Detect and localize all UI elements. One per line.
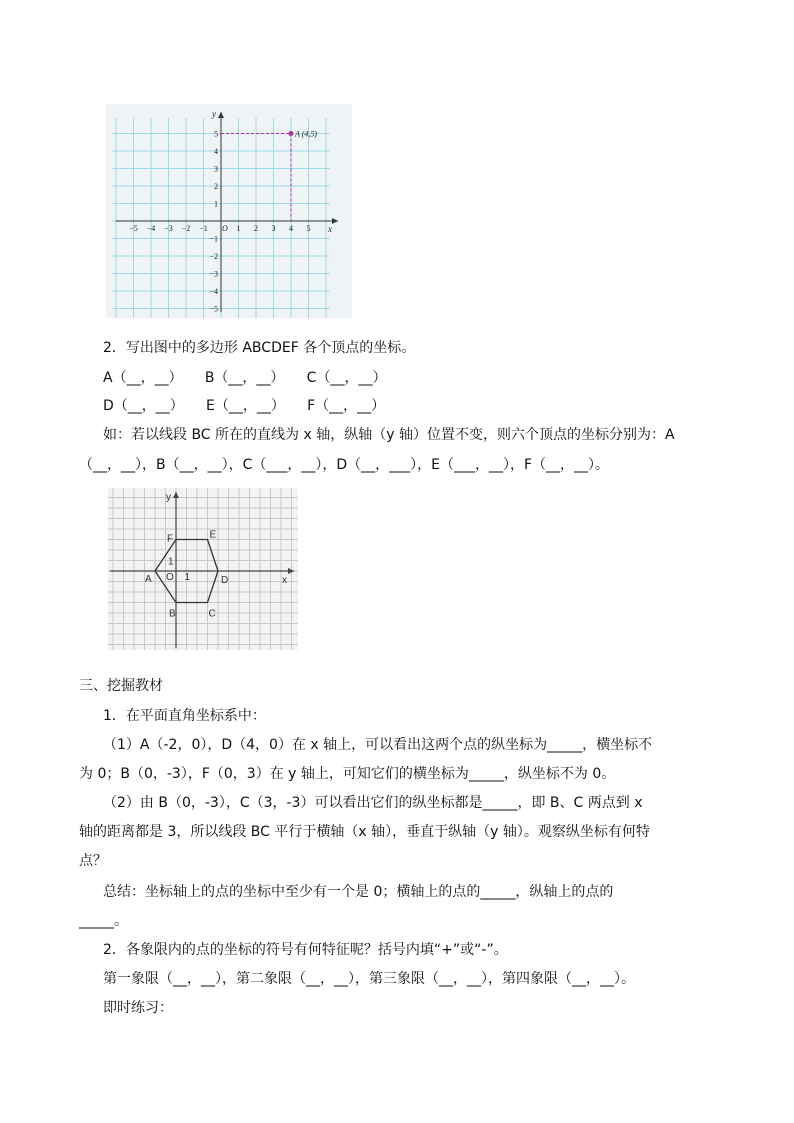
figure-1-x-tick-label: 4	[289, 224, 293, 233]
figure-1-y-tick-label: −1	[209, 234, 218, 244]
figure-1-origin-label: O	[222, 224, 228, 233]
question-2-row-2: D（__，__） E（__，__） F（__，__）	[103, 398, 386, 414]
vertex-label-c: C	[208, 608, 216, 620]
figure-1-x-tick-label: 1	[236, 224, 241, 233]
vertex-label-e: E	[209, 529, 217, 541]
section-3-part-2-line-1: （2）由 B（0，-3），C（3，-3）可以看出它们的纵坐标都是_____，即 B、C 两点到 x	[103, 795, 643, 811]
figure-2-origin-label: O	[166, 572, 174, 583]
vertex-label-f: F	[167, 533, 174, 545]
figure-2-x-axis-label: x	[282, 575, 287, 586]
figure-1-y-tick-label: 5	[214, 129, 218, 139]
section-3-part-2-line-3: 点？	[79, 853, 107, 869]
figure-1-y-tick-label: 2	[214, 182, 218, 191]
section-3-summary-line-1: 总结：坐标轴上的点的坐标中至少有一个是 0；横轴上的点的_____，纵轴上的点的	[103, 884, 614, 900]
section-3-heading: 三、挖掘教材	[79, 678, 163, 694]
figure-1-x-tick-label: 2	[254, 224, 258, 233]
figure-1-x-tick-label: −1	[199, 224, 208, 233]
figure-1-y-tick-label: −3	[209, 269, 218, 279]
figure-1-x-axis-label: x	[328, 224, 332, 234]
figure-1-y-tick-label: −2	[209, 252, 218, 261]
section-3-part-1-line-1: （1）A（-2，0），D（4，0）在 x 轴上，可以看出这两个点的纵坐标为_____，横坐标不	[103, 737, 653, 753]
point-a-marker	[289, 131, 294, 136]
figure-2-y-axis-label: y	[166, 492, 171, 503]
figure-2-background	[108, 488, 298, 650]
section-3-question-1-title: 1．在平面直角坐标系中：	[103, 708, 266, 724]
section-3-practice-label: 即时练习：	[103, 1000, 173, 1016]
vertex-label-a: A	[145, 574, 152, 585]
question-2-title: 2．写出图中的多边形 ABCDEF 各个顶点的坐标。	[103, 340, 416, 356]
figure-1-y-tick-label: −5	[209, 304, 218, 314]
section-3-quadrant-signs: 第一象限（__，__），第二象限（__，__），第三象限（__，__），第四象限（__，__）。	[103, 971, 635, 987]
vertex-label-b: B	[169, 608, 176, 620]
question-2-row-1: A（__，__） B（__，__） C（__，__）	[103, 370, 387, 386]
figure-2-unit-y-label: 1	[168, 556, 174, 568]
section-3-question-2-title: 2．各象限内的点的坐标的符号有何特征呢？括号内填“+”或“-”。	[103, 942, 508, 958]
figure-1-x-tick-label: −2	[181, 224, 191, 233]
figure-1-x-tick-label: −5	[129, 224, 138, 233]
vertex-label-d: D	[221, 575, 229, 586]
coordinate-grid-figure-1	[106, 104, 352, 318]
figure-1-y-tick-label: 3	[214, 164, 218, 174]
figure-1-x-tick-label: −4	[146, 224, 156, 233]
section-3-part-1-line-2: 为 0；B（0，-3），F（0，3）在 y 轴上，可知它们的横坐标为_____，纵坐标不为 0。	[79, 766, 616, 782]
figure-1-x-tick-label: −3	[164, 224, 173, 233]
figure-2-unit-x-label: 1	[184, 572, 191, 583]
figure-1-y-tick-label: −4	[209, 287, 218, 296]
section-3-part-2-line-2: 轴的距离都是 3，所以线段 BC 平行于横轴（x 轴），垂直于纵轴（y 轴）。观察纵坐标有何特	[79, 824, 650, 840]
figure-1-y-tick-label: 4	[214, 147, 218, 156]
section-3-summary-line-2: _____。	[79, 913, 128, 929]
figure-1-x-tick-label: 3	[271, 224, 276, 233]
figure-1-y-tick-label: 1	[214, 199, 218, 209]
question-2-paragraph-line-2: （__，__），B（__，__），C（___，__），D（__，___），E（___，__），F（__，__）。	[79, 457, 610, 473]
point-a-label: A (4,5)	[295, 129, 318, 139]
figure-1-x-tick-label: 5	[306, 224, 311, 233]
question-2-paragraph-line-1: 如：若以线段 BC 所在的直线为 x 轴，纵轴（y 轴）位置不变，则六个顶点的坐标分别为：A	[103, 427, 675, 443]
hexagon-figure-2	[108, 488, 298, 650]
figure-1-y-axis-label: y	[212, 109, 216, 119]
